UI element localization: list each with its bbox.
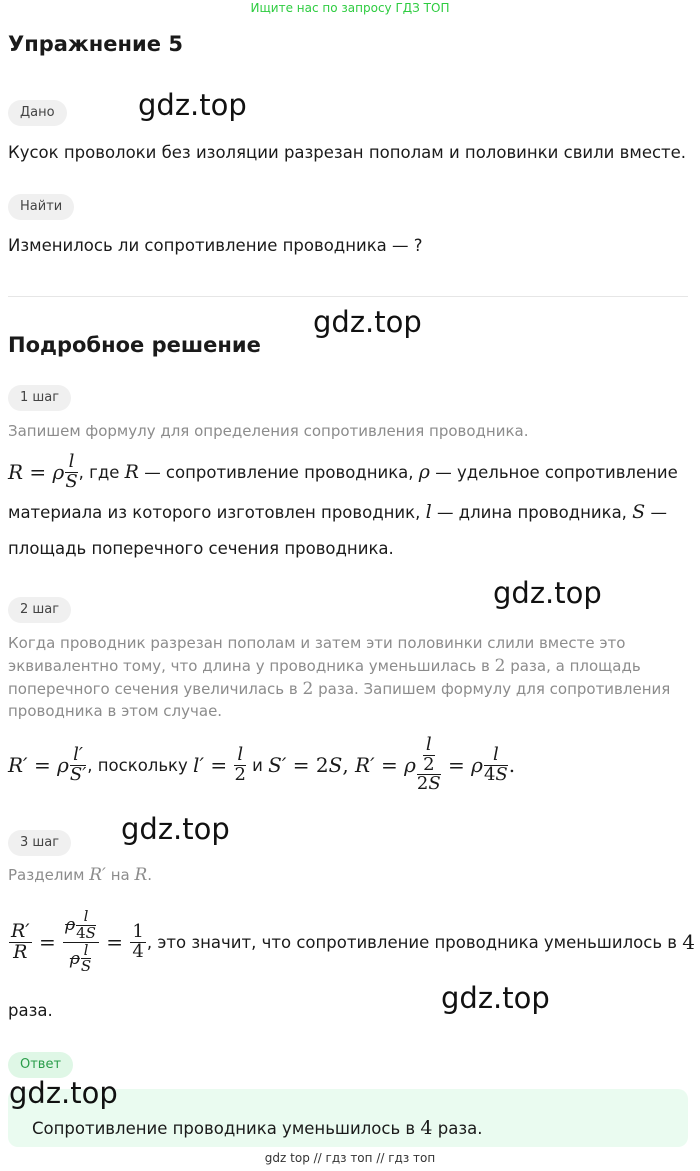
fraction-l-over-s: $\frac{l}{S}$ [65, 450, 78, 492]
p3b: раза. Запишем формулу для сопротивления [318, 680, 671, 698]
watermark: gdz.top [441, 981, 550, 1015]
step-badge: 3 шаг [8, 830, 71, 856]
step-badge: 2 шаг [8, 597, 71, 623]
answer-factor: 4 [420, 1117, 433, 1139]
watermark: gdz.top [493, 576, 602, 610]
answer-badge: Ответ [8, 1052, 73, 1078]
step2-p2 [8, 656, 641, 676]
watermark: gdz.top [121, 812, 230, 846]
crossed-out-fraction: ρ $\frac{l}{4S}$ ρ $\frac{l}{S}$ [63, 909, 99, 975]
section-divider [8, 296, 688, 297]
on-text: на [110, 866, 130, 884]
answer-sentence: Сопротивление проводника уменьшилось в [32, 1119, 416, 1138]
answer-text [32, 1117, 482, 1139]
divide-text: Разделим [8, 866, 85, 884]
step2-formula-line: R′ = ρ $\frac{l'}{S'}$ , поскольку l′ = $\frac{l}{2}$ и S′ = 2 S , R′ = ρ $\frac{\frac{l}{2}}{2S}$ = ρ $\frac{l}{4S}$ . [8, 733, 516, 795]
step2-p4: проводника в этом случае. [8, 702, 223, 720]
watermark: gdz.top [9, 1076, 118, 1110]
step1-formula-line: R = ρ $\frac{l}{S}$ , где R — сопротивление проводника, ρ — удельное сопротивление [8, 450, 678, 492]
conclusion-text: , это значит, что сопротивление проводника уменьшилось в [146, 932, 678, 952]
answer-tail: раза. [437, 1119, 483, 1138]
r-description: — сопротивление проводника, [144, 462, 414, 482]
number-two: 2 [494, 656, 506, 676]
factor-value: 4 [682, 930, 696, 954]
step2-p3 [8, 679, 670, 699]
p3a: поперечного сечения увеличилась в [8, 680, 298, 698]
footer-links: gdz top // гдз топ // гдз топ [264, 1151, 436, 1165]
number-two: 2 [302, 679, 314, 699]
step1-line2: материала из которого изготовлен проводник, l — длина проводника, S — [8, 501, 667, 523]
step3-intro: Разделим R′ на R. [8, 865, 153, 885]
search-hint: Ищите нас по запросу ГДЗ ТОП [250, 1, 450, 15]
step3-formula-line: $\frac{R'}{R}$ = ρ $\frac{l}{4S}$ ρ $\frac{l}{S}$ = $\frac{1}{4}$ , это значит, что сопротивление проводника уменьшилось в 4 [11, 907, 696, 976]
line2-text: материала из которого изготовлен проводник, [8, 503, 421, 522]
and-text: и [252, 755, 263, 775]
given-text: Кусок проволоки без изоляции разрезан пополам и половинки свили вместе. [8, 143, 687, 162]
where-text: , где [78, 462, 120, 482]
p2b: раза, а площадь [510, 657, 641, 675]
since-text: , поскольку [87, 755, 188, 775]
step2-p1: Когда проводник разрезан пополам и затем эти половинки слили вместе это [8, 634, 626, 652]
step1-line3: площадь поперечного сечения проводника. [8, 539, 394, 558]
p2a: эквивалентно тому, что длина у проводника уменьшилась в [8, 657, 490, 675]
watermark: gdz.top [138, 88, 247, 122]
rho-description: — удельное сопротивление [435, 462, 678, 482]
solution-title: Подробное решение [8, 333, 261, 357]
step3-tail: раза. [8, 1001, 53, 1020]
page-title: Упражнение 5 [8, 32, 183, 56]
given-badge: Дано [8, 100, 67, 126]
l-description: — длина проводника, [436, 503, 627, 522]
step1-intro: Запишем формулу для определения сопротивления проводника. [8, 422, 529, 440]
step-badge: 1 шаг [8, 385, 71, 411]
s-dash: — [650, 503, 667, 522]
watermark: gdz.top [313, 305, 422, 339]
find-badge: Найти [8, 194, 74, 220]
find-text: Изменилось ли сопротивление проводника — ? [8, 236, 423, 255]
